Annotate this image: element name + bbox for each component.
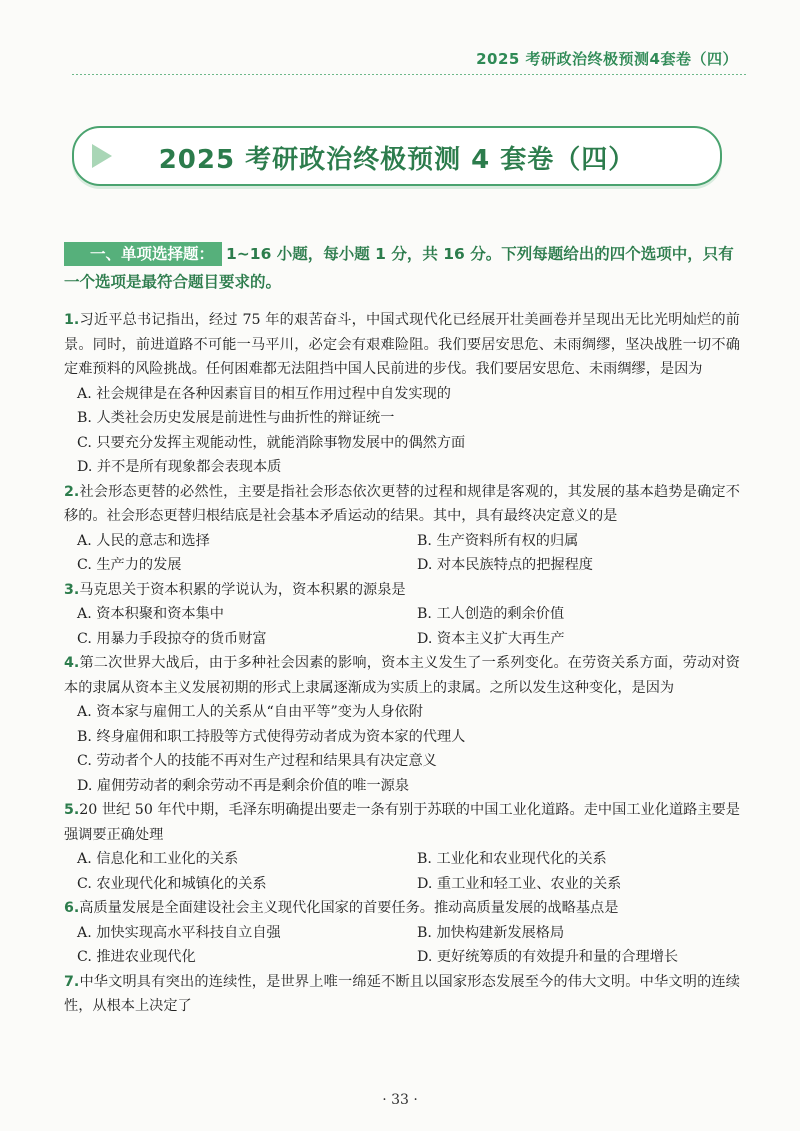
option-b: B. 加快构建新发展格局 [417,924,565,941]
option-a: A. 信息化和工业化的关系 [77,851,239,867]
question-text: 马克思关于资本积累的学说认为，资本积累的源泉是 [79,581,406,598]
question-text: 中华文明具有突出的连续性，是世界上唯一绵延不断且以国家形态发展至今的伟大文明。中华文明的连续性，从根本上决定了 [64,973,740,1014]
question-stem [64,308,740,382]
page-title: 2025 考研政治终极预测 4 套卷（四） [158,145,636,175]
question-text: 第二次世界大战后，由于多种社会因素的影响，资本主义发生了一系列变化。在劳资关系方面，劳动对资本的隶属从资本主义发展初期的形式上隶属逐渐成为实质上的隶属。之所以发生这种变化，是因为 [64,655,740,696]
question-stem [64,651,740,700]
question-stem [64,896,740,921]
question-number: 5. [64,802,80,818]
option-d: D. 雇佣劳动者的剩余劳动不再是剩余价值的唯一源泉 [77,777,410,794]
question-number: 6. [64,900,80,916]
title-banner [72,126,722,186]
question-number: 1. [64,312,80,328]
section-heading [64,240,736,296]
question-4 [64,651,740,798]
option-b: B. 人类社会历史发展是前进性与曲折性的辩证统一 [77,410,395,426]
option-c: C. 只要充分发挥主观能动性，就能消除事物发展中的偶然方面 [77,434,466,451]
option-c: C. 推进农业现代化 [77,949,196,965]
question-number: 4. [64,655,80,671]
option-a: A. 社会规律是在各种因素盲目的相互作用过程中自发实现的 [77,385,451,402]
question-7 [64,970,740,1019]
running-header [0,48,800,74]
option-c: C. 劳动者个人的技能不再对生产过程和结果具有决定意义 [77,753,437,769]
question-1 [64,308,740,480]
question-stem [64,798,740,847]
option-d: D. 更好统筹质的有效提升和量的合理增长 [417,949,679,965]
question-5 [64,798,740,896]
running-header-title: 2025 考研政治终极预测4套卷（四） [476,50,738,68]
section-instructions: 1~16 小题，每小题 1 分，共 16 分。下列每题给出的四个选项中，只有一个选项是最符合题目要求的。 [64,245,734,291]
option-c: C. 生产力的发展 [77,557,182,573]
question-6 [64,896,740,970]
question-text: 高质量发展是全面建设社会主义现代化国家的首要任务。推动高质量发展的战略基点是 [79,900,619,916]
option-b: B. 生产资料所有权的归属 [417,532,579,549]
option-d: D. 对本民族特点的把握程度 [417,557,593,573]
question-text: 社会形态更替的必然性，主要是指社会形态依次更替的过程和规律是客观的，其发展的基本趋势是确定不移的。社会形态更替归根结底是社会基本矛盾运动的结果。其中，具有最终决定意义的是 [64,483,740,524]
section-tag: 一、单项选择题： [64,242,222,266]
option-d: D. 重工业和轻工业、农业的关系 [417,875,622,892]
question-number: 2. [64,483,80,500]
option-b: B. 工人创造的剩余价值 [417,606,565,622]
option-a: A. 加快实现高水平科技自立自强 [77,924,281,941]
question-text: 20 世纪 50 年代中期，毛泽东明确提出要走一条有别于苏联的中国工业化道路。走中国工业化道路主要是强调要正确处理 [64,802,740,843]
question-stem [64,480,740,529]
option-a: A. 人民的意志和选择 [77,532,210,549]
question-2 [64,480,740,578]
question-number: 7. [64,973,80,990]
page-number: · 33 · [382,1092,418,1108]
option-c: C. 农业现代化和城镇化的关系 [77,875,267,892]
option-b: B. 终身雇佣和职工持股等方式使得劳动者成为资本家的代理人 [77,728,466,745]
option-c: C. 用暴力手段掠夺的货币财富 [77,630,267,647]
option-a: A. 资本积聚和资本集中 [77,606,224,622]
question-list [64,308,740,1019]
option-d: D. 资本主义扩大再生产 [417,630,565,647]
option-a: A. 资本家与雇佣工人的关系从“自由平等”变为人身依附 [77,704,423,720]
question-number: 3. [64,581,80,598]
question-text: 习近平总书记指出，经过 75 年的艰苦奋斗，中国式现代化已经展开壮美画卷并呈现出无比光明灿烂的前景。同时，前进道路不可能一马平川，必定会有艰难险阻。我们要居安思危、未雨绸缪，坚决战胜一切不确定难预料的风险挑战。任何困难都无法阻挡中国人民前进的步伐。我们要居安思危、未雨绸缪，是因为 [64,312,740,377]
option-b: B. 工业化和农业现代化的关系 [417,851,607,867]
header-divider [72,74,748,75]
question-stem [64,970,740,1019]
question-stem [64,578,740,603]
option-d: D. 并不是所有现象都会表现本质 [77,459,282,475]
question-3 [64,578,740,652]
